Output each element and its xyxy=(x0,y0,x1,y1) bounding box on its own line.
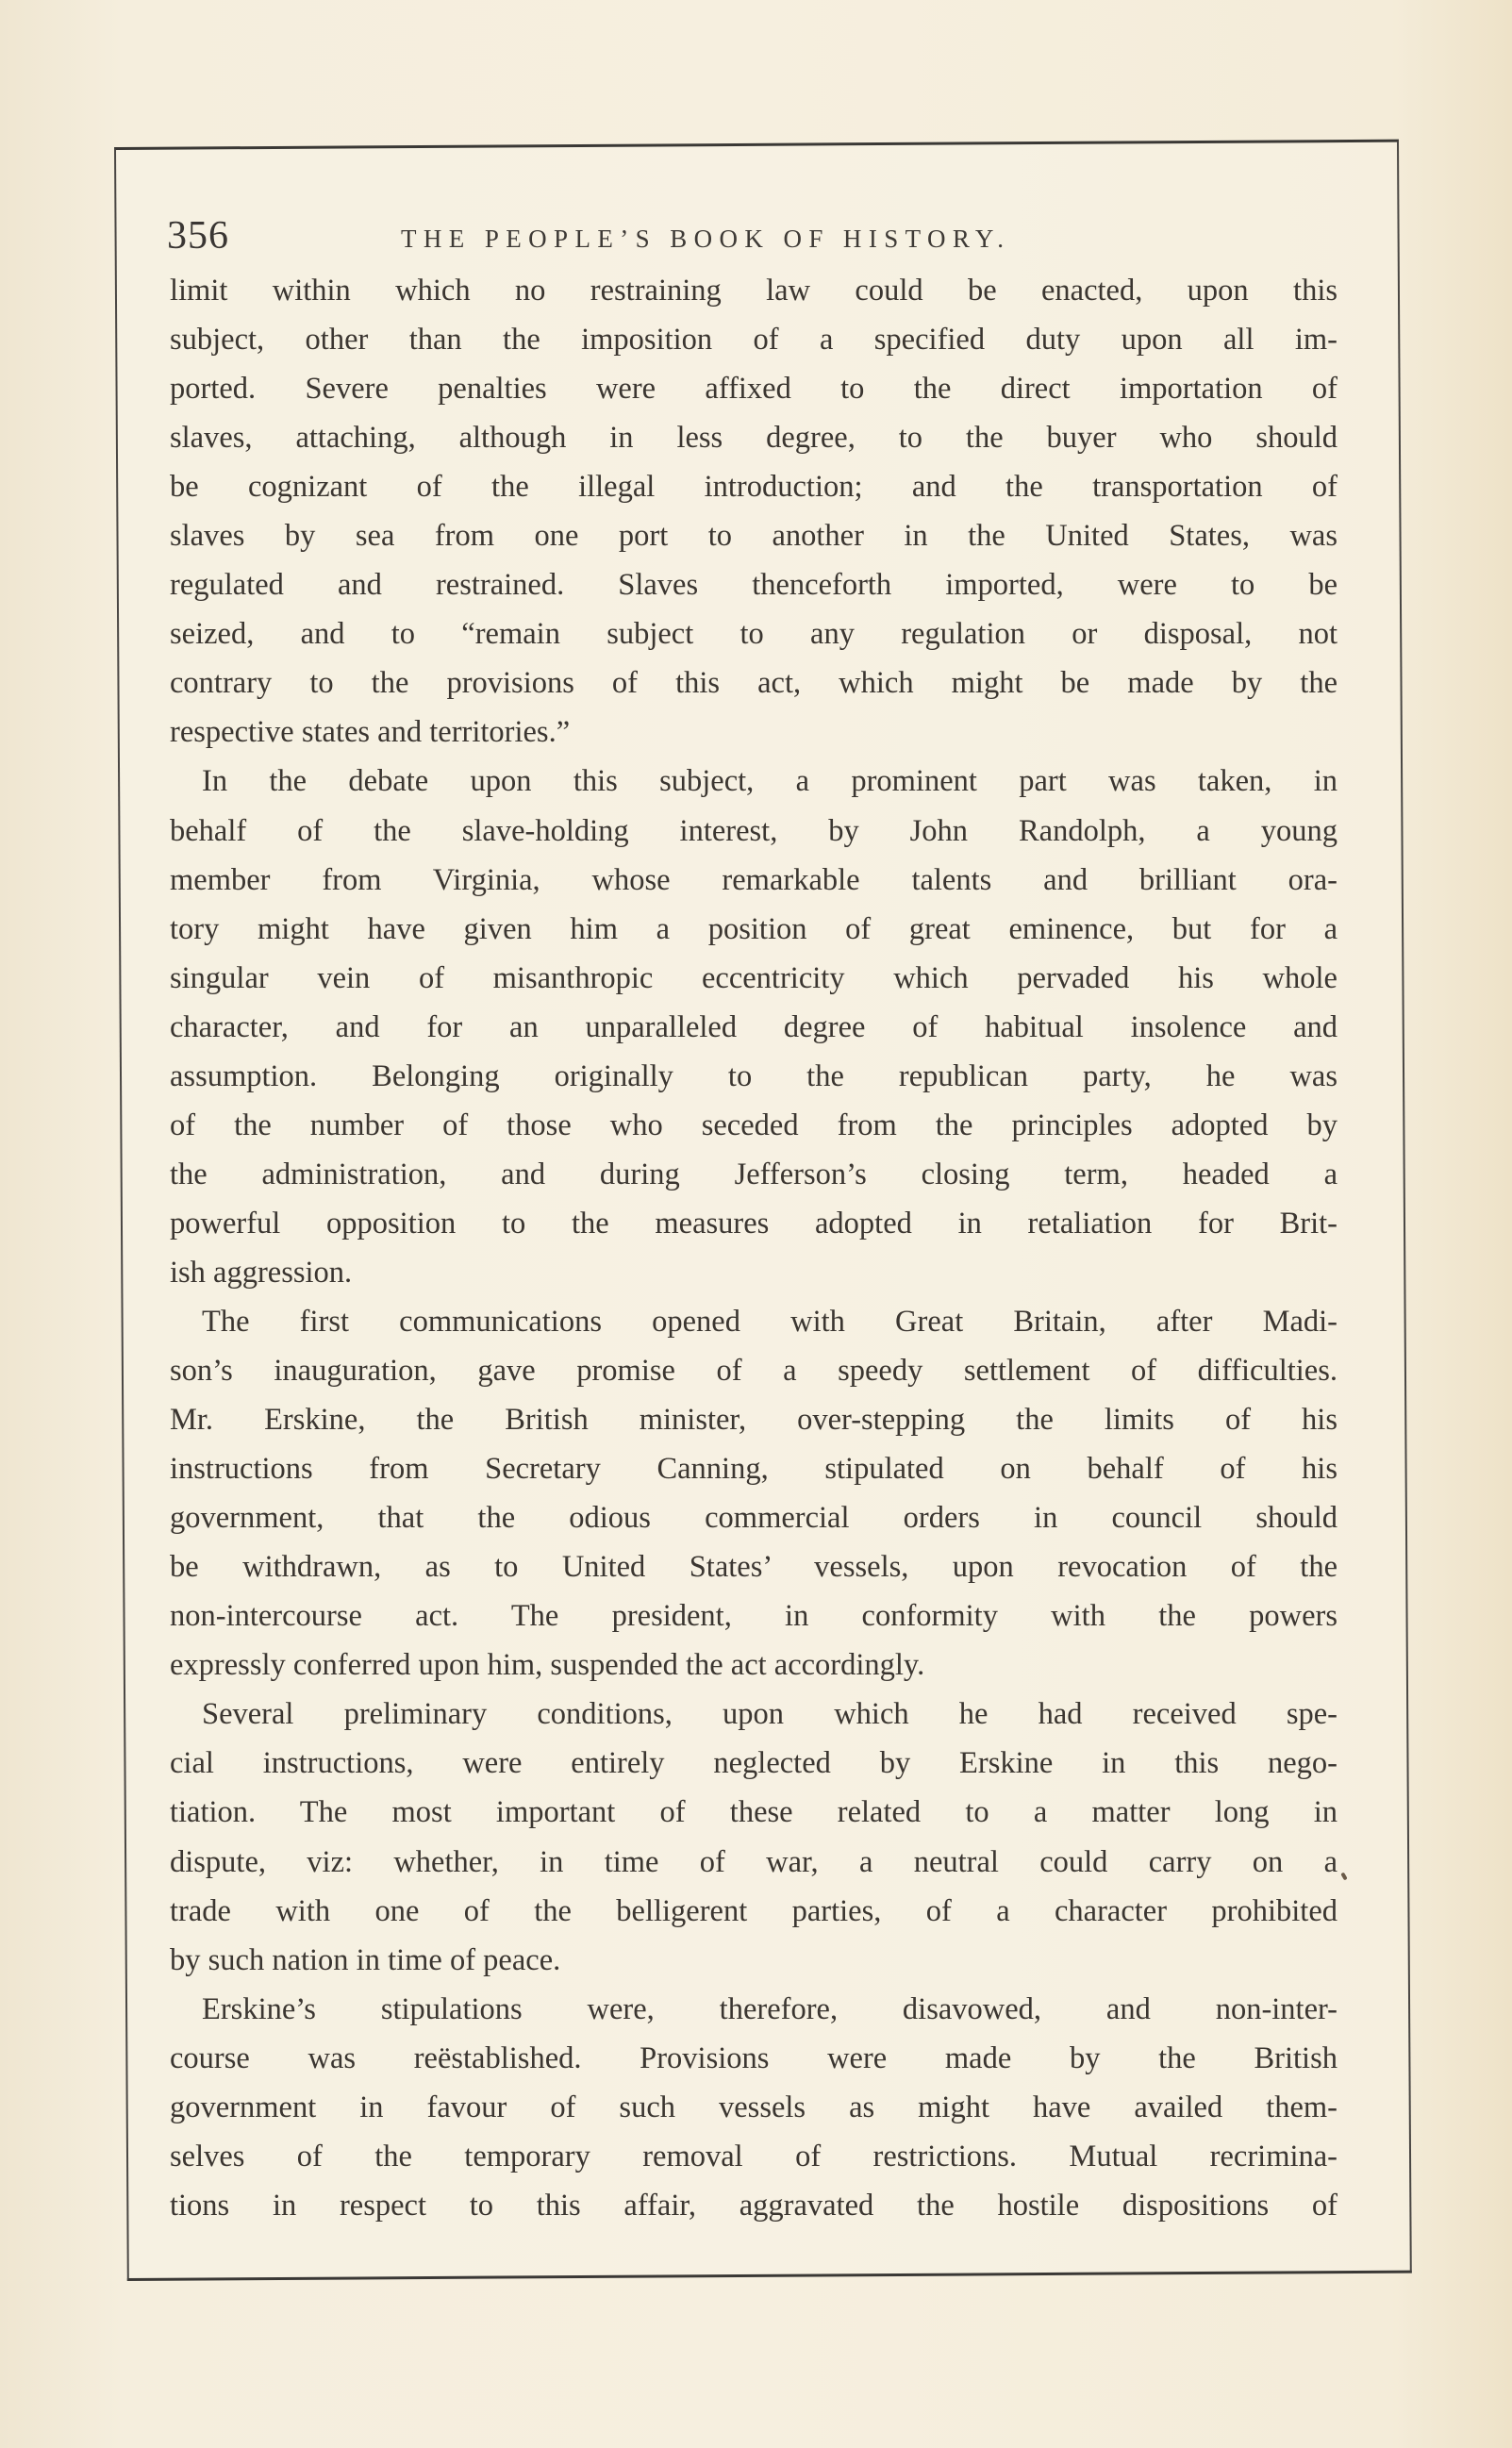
text-line: dispute, viz: whether, in time of war, a neutral could carry on a xyxy=(170,1844,1338,1879)
text-line: character, and for an unparalleled degree of habitual insolence and xyxy=(170,1009,1338,1044)
text-line: slaves by sea from one port to another in the United States, was xyxy=(170,519,1338,554)
text-line: assumption. Belonging originally to the republican party, he was xyxy=(170,1058,1338,1093)
text-line: government in favour of such vessels as might have availed them- xyxy=(170,2090,1338,2124)
text-line: son’s inauguration, gave promise of a speedy settlement of difficulties. xyxy=(170,1354,1338,1389)
paragraph-first-line: The first communications opened with Great Britain, after Madi- xyxy=(202,1304,1338,1339)
text-line: the administration, and during Jefferson’s closing term, headed a xyxy=(170,1157,1338,1191)
text-line: Mr. Erskine, the British minister, over-stepping the limits of his xyxy=(170,1403,1338,1438)
text-line: ported. Severe penalties were affixed to the direct importation of xyxy=(170,372,1338,407)
text-line: behalf of the slave-holding interest, by John Randolph, a young xyxy=(170,813,1338,848)
text-line: trade with one of the belligerent parties, of a character prohibited xyxy=(170,1893,1338,1928)
running-head xyxy=(167,209,1337,266)
text-line: expressly conferred upon him, suspended the act accordingly. xyxy=(170,1648,925,1683)
paragraph-first-line: Erskine’s stipulations were, therefore, disavowed, and non-inter- xyxy=(202,1991,1338,2026)
text-line: subject, other than the imposition of a specified duty upon all im- xyxy=(170,323,1338,358)
text-line: cial instructions, were entirely neglected by Erskine in this nego- xyxy=(170,1746,1338,1781)
text-line: government, that the odious commercial orders in council should xyxy=(170,1501,1338,1536)
text-line: tory might have given him a position of great eminence, but for a xyxy=(170,911,1338,946)
text-line: regulated and restrained. Slaves thenceforth imported, were to be xyxy=(170,568,1338,603)
text-line: be cognizant of the illegal introduction; and the transportation of xyxy=(170,470,1338,505)
text-line: by such nation in time of peace. xyxy=(170,1942,561,1977)
paragraph-first-line: Several preliminary conditions, upon which he had received spe- xyxy=(202,1697,1338,1732)
text-line: course was reëstablished. Provisions were made by the British xyxy=(170,2040,1338,2075)
text-line: instructions from Secretary Canning, stipulated on behalf of his xyxy=(170,1452,1338,1487)
text-line: seized, and to “remain subject to any regulation or disposal, not xyxy=(170,617,1338,652)
running-title: THE PEOPLE’S BOOK OF HISTORY. xyxy=(401,225,1011,253)
page-number: 356 xyxy=(167,214,229,258)
text-line: be withdrawn, as to United States’ vessels, upon revocation of the xyxy=(170,1550,1338,1585)
text-line: slaves, attaching, although in less degree, to the buyer who should xyxy=(170,421,1338,456)
text-line: contrary to the provisions of this act, which might be made by the xyxy=(170,666,1338,701)
text-line: tions in respect to this affair, aggravated the hostile dispositions of xyxy=(170,2188,1338,2223)
text-line: powerful opposition to the measures adopted in retaliation for Brit- xyxy=(170,1206,1338,1241)
text-line: tiation. The most important of these related to a matter long in xyxy=(170,1795,1338,1830)
text-line: member from Virginia, whose remarkable talents and brilliant ora- xyxy=(170,862,1338,897)
paragraph-first-line: In the debate upon this subject, a prominent part was taken, in xyxy=(202,764,1338,799)
text-line: respective states and territories.” xyxy=(170,715,571,750)
text-line: selves of the temporary removal of restrictions. Mutual recrimina- xyxy=(170,2139,1338,2173)
body-text xyxy=(170,266,1338,2230)
text-line: limit within which no restraining law could be enacted, upon this xyxy=(170,274,1338,308)
text-line: of the number of those who seceded from the principles adopted by xyxy=(170,1107,1338,1142)
text-line: non-intercourse act. The president, in conformity with the powers xyxy=(170,1599,1338,1634)
text-line: singular vein of misanthropic eccentricity which pervaded his whole xyxy=(170,960,1338,995)
text-line: ish aggression. xyxy=(170,1255,353,1290)
